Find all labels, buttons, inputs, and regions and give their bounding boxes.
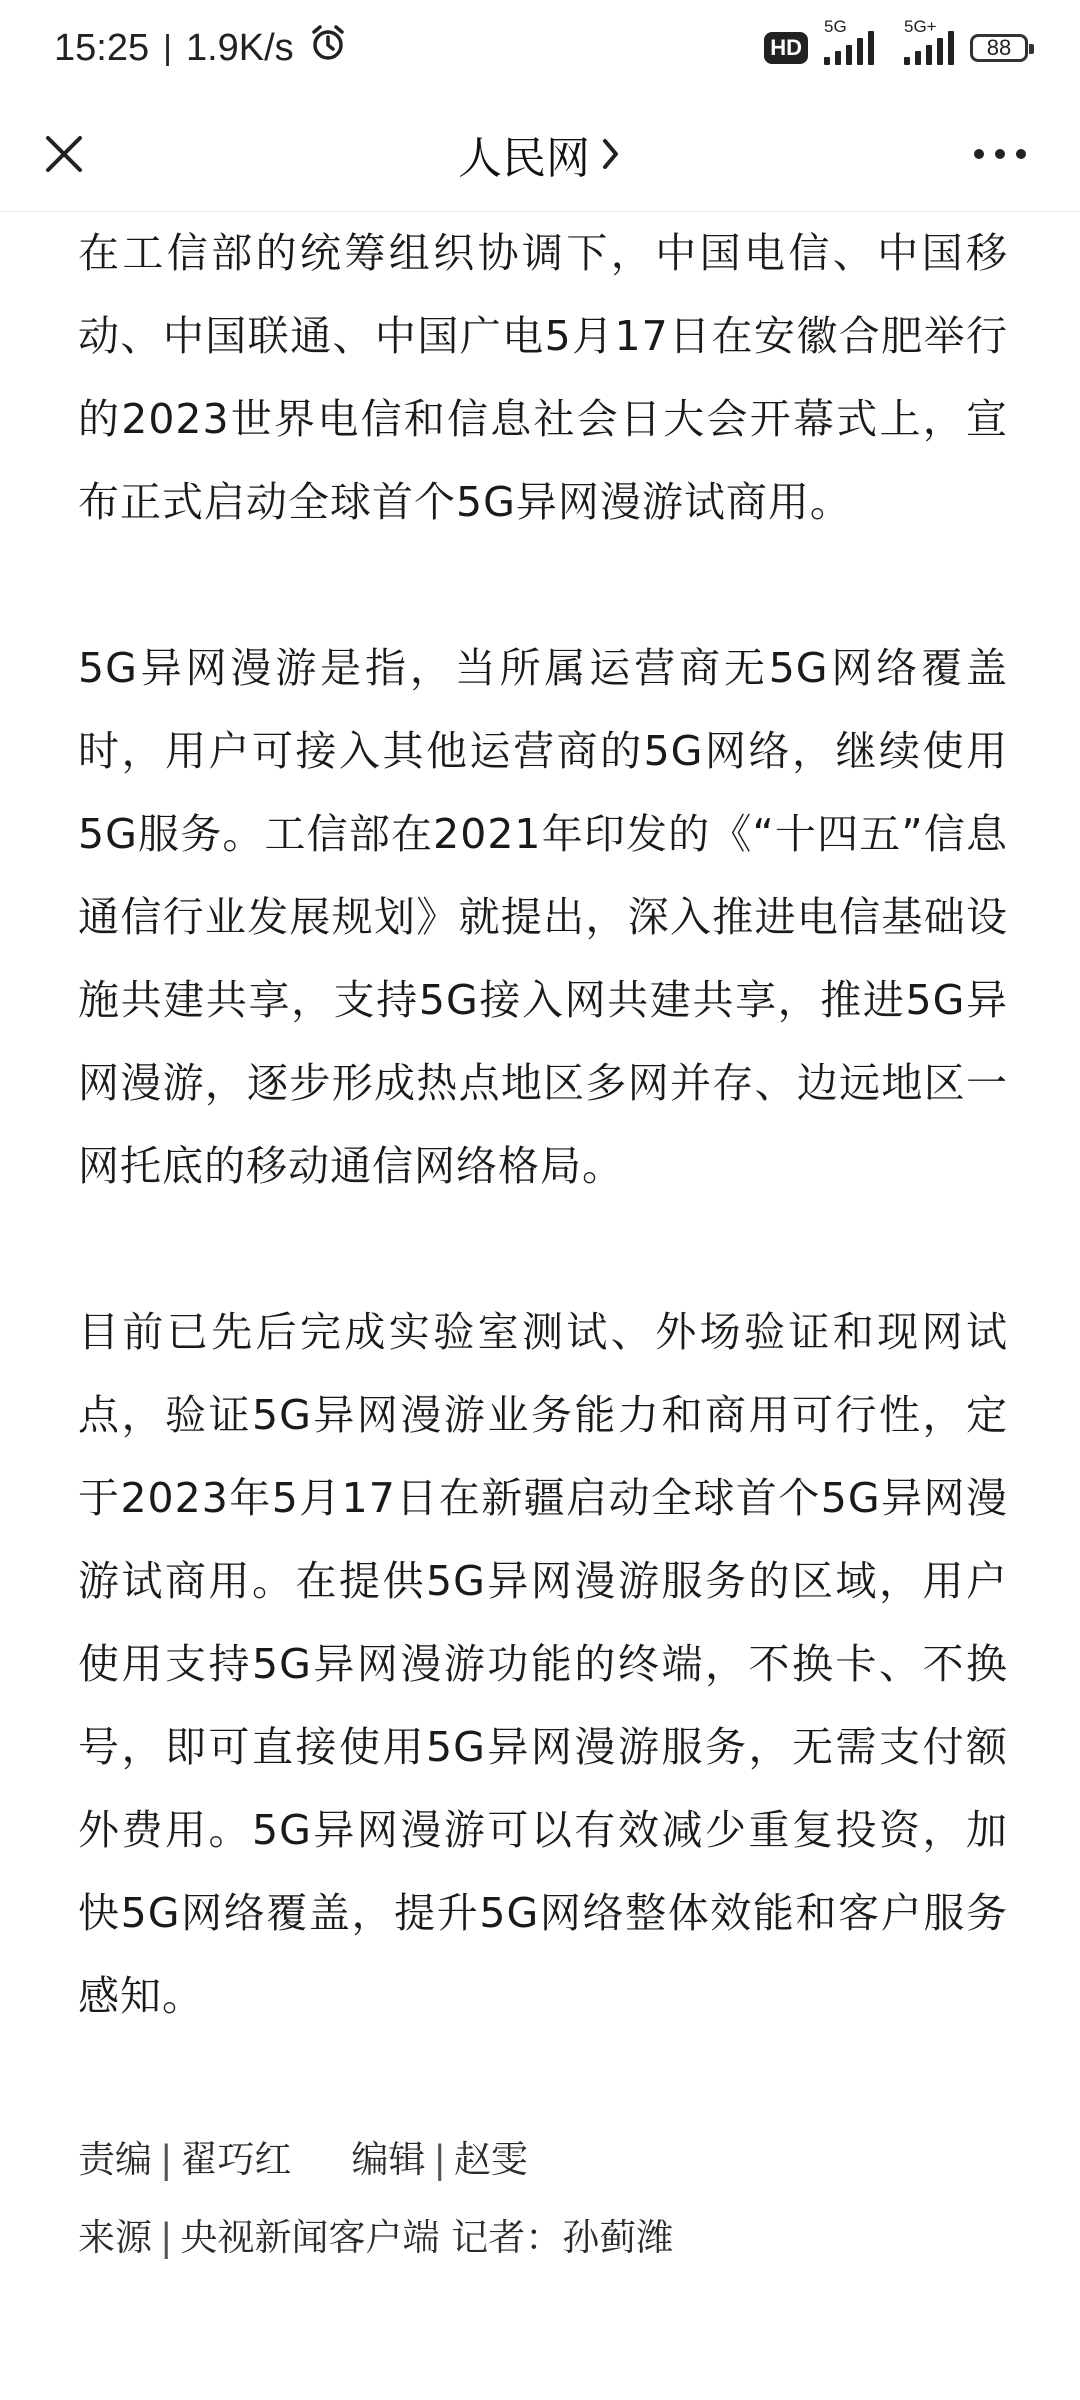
article-paragraph-2: 5G异网漫游是指，当所属运营商无5G网络覆盖时，用户可接入其他运营商的5G网络，继续使用5G服务。工信部在2021年印发的《“十四五”信息通信行业发展规划》就提出，深入推进电信基础设施共建共享，支持5G接入网共建共享，推进5G异网漫游，逐步形成热点地区多网并存、边远地区一网托底的移动通信网络格局。 [78, 644, 1008, 1190]
close-icon [42, 132, 86, 176]
signal-icon-sim2: 5G+ [904, 31, 954, 65]
account-name: 人民网 [458, 132, 590, 184]
source-name: 央视新闻客户端 记者：孙蓟潍 [180, 2216, 674, 2259]
status-right [764, 17, 1028, 65]
copy-editor-credit: 编辑 | 赵雯 [351, 2138, 528, 2181]
article-credits [78, 2121, 1008, 2277]
editor-credit: 责编 | 翟巧红 [78, 2138, 292, 2181]
account-title-link[interactable] [458, 122, 622, 186]
battery-level: 88 [986, 35, 1012, 60]
article-paragraph-3: 目前已先后完成实验室测试、外场验证和现网试点，验证5G异网漫游业务能力和商用可行性，定于2023年5月17日在新疆启动全球首个5G异网漫游试商用。在提供5G异网漫游服务的区域，用户使用支持5G异网漫游功能的终端，不换卡、不换号，即可直接使用5G异网漫游服务，无需支付额外费用。5G异网漫游可以有效减少重复投资，加快5G网络覆盖，提升5G网络整体效能和客户服务感知。 [78, 1308, 1008, 2020]
copy-editor-name: 赵雯 [453, 2138, 528, 2181]
more-button[interactable] [960, 122, 1040, 186]
source-credit: 来源 | 央视新闻客户端 记者：孙蓟潍 [78, 2216, 674, 2259]
status-divider: | [163, 28, 172, 67]
top-nav-bar [0, 96, 1080, 212]
hd-badge: HD [764, 32, 808, 64]
article-body [78, 212, 1008, 2277]
credits-source-row [78, 2199, 1008, 2277]
editor-name: 翟巧红 [180, 2138, 292, 2181]
status-bar [0, 0, 1080, 96]
credits-editors-row [78, 2121, 1008, 2199]
article-paragraph-1: 在工信部的统筹组织协调下，中国电信、中国移动、中国联通、中国广电5月17日在安徽合肥举行的2023世界电信和信息社会日大会开幕式上，宣布正式启动全球首个5G异网漫游试商用。 [78, 229, 1008, 526]
chevron-right-icon [600, 136, 622, 172]
signal-icon-sim1: 5G [824, 31, 874, 65]
network-speed: 1.9K/s [185, 26, 294, 69]
status-time: 15:25 [54, 26, 150, 69]
status-left [54, 23, 348, 73]
more-icon [974, 149, 984, 159]
alarm-icon [308, 23, 348, 73]
close-button[interactable] [30, 120, 98, 188]
battery-icon [970, 34, 1028, 62]
